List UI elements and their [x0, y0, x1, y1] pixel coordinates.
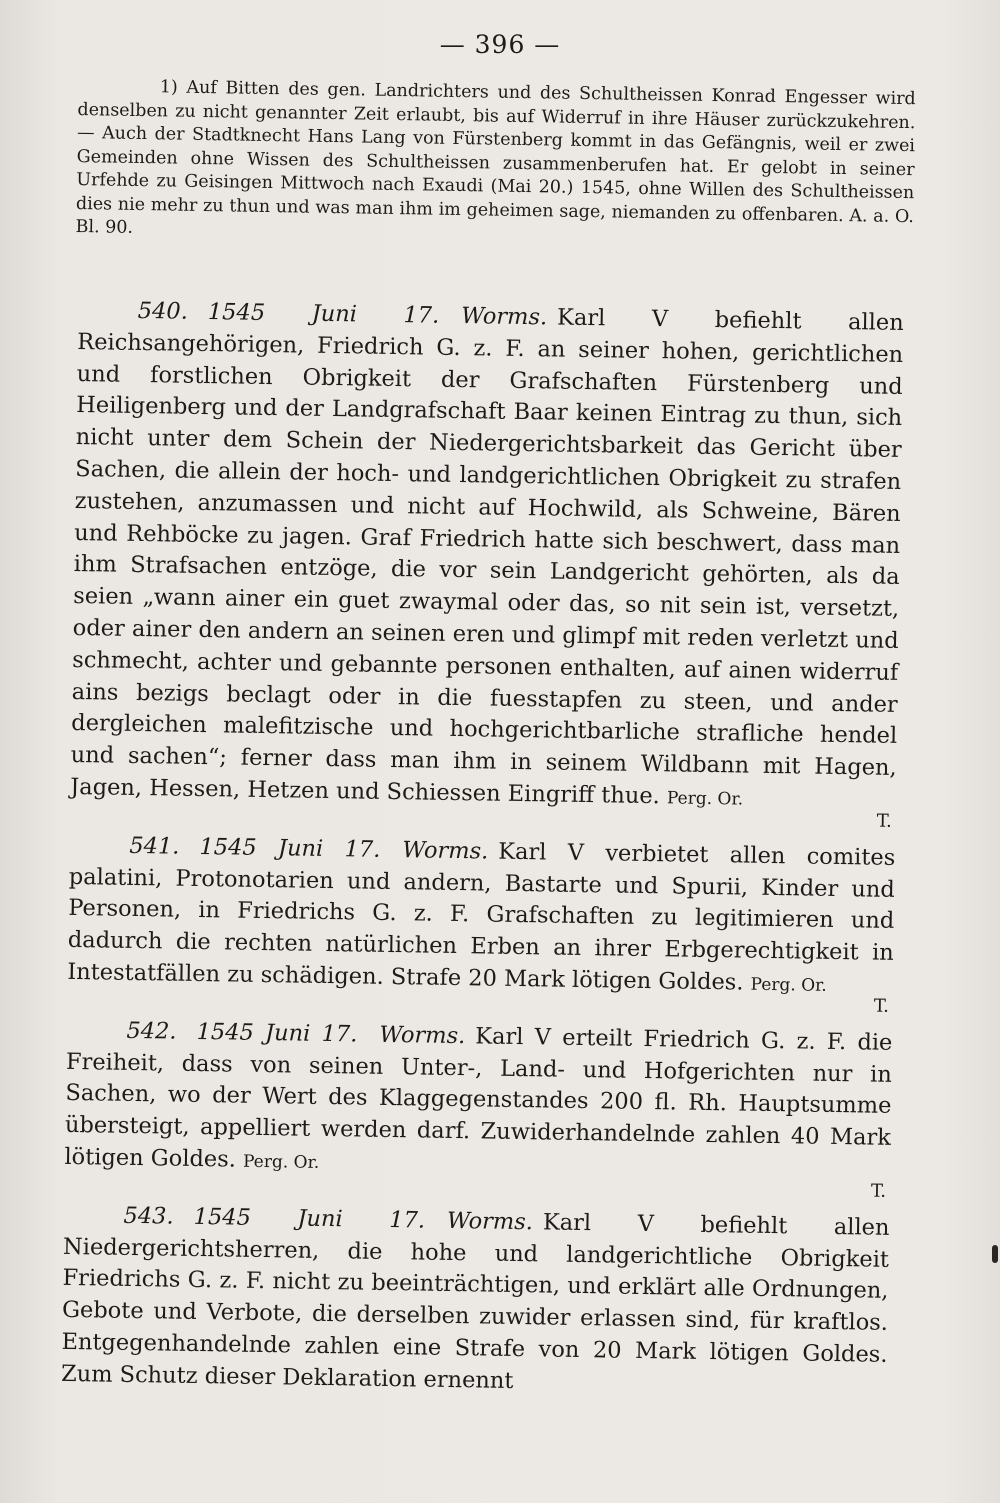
entry-date: 1545 Juni 17. — [196, 1018, 358, 1048]
entry-paragraph — [61, 1200, 890, 1404]
entry-date: 1545 Juni 17. — [193, 1203, 426, 1234]
entry-number: 540. — [137, 297, 189, 325]
entry-place: Worms. — [461, 303, 548, 331]
entry-signature: T. — [870, 1180, 887, 1202]
entry-text: Karl V verbietet allen comites palatini, Protonotarien und andern, Bastarte und Spurii, Kinder und Personen, in Friedrichs G. z. F. Grafschaften zu legitimieren und dadurch die rechten natürlichen Erben an ihrer Erbgerechtigkeit in Intestatfällen zu schädigen. Strafe 20 Mark lötigen Goldes. — [67, 838, 896, 996]
footnote-text: 1) Auf Bitten des gen. Landrichters und des Schultheissen Konrad Engesser wird denselben zu nicht genannter Zeit erlaubt, bis auf Widerruf in ihre Häuser zurückzukehren. — Auch der Stadtknecht Hans Lang von Fürstenberg kommt in das Gefängnis, weil er zwei Gemeinden ohne Wissen des Schultheissen zusammenberufen hat. Er gelobt in seiner Urfehde zu Geisingen Mittwoch nach Exaudi (Mai 20.) 1545, ohne Willen des Schultheissen dies nie mehr zu thun und was man ihm im geheimen sage, niemanden zu offenbaren. A. a. O. Bl. 90. — [75, 77, 916, 238]
entry-paragraph — [67, 830, 895, 1004]
entry-543 — [61, 1200, 890, 1404]
entry-date: 1545 Juni 17. — [207, 299, 440, 329]
entry-place: Worms. — [446, 1207, 534, 1235]
entry-date: 1545 Juni 17. — [199, 833, 381, 863]
entry-paragraph — [70, 295, 904, 819]
entry-text: Karl V erteilt Friedrich G. z. F. die Freiheit, dass von seinen Unter-, Land- und Hofgerichten nur in Sachen, wo der Wert des Klaggegenstandes 200 fl. Rh. Hauptsumme übersteigt, appelliert werden darf. Zuwiderhandelnde zahlen 40 Mark lötigen Goldes. — [64, 1023, 893, 1173]
footnote — [75, 75, 915, 253]
scan-artifact — [992, 1245, 998, 1263]
entry-signature: T. — [873, 995, 890, 1017]
entry-source: Perg. Or. — [666, 788, 744, 810]
entry-542 — [64, 1015, 893, 1203]
entry-signature: T. — [876, 810, 893, 832]
entry-text: Karl V befiehlt allen Reichsangehörigen, Friedrich G. z. F. an seiner hohen, gerichtlichen und forstlichen Obrigkeit der Grafschaften Fürstenberg und Heiligenberg und der Landgrafschaft Baar keinen Eintrag zu thun, sich nicht unter dem Schein der Niedergerichtsbarkeit das Gericht über Sachen, die allein der hoch- und landgerichtlichen Obrigkeit zu strafen zustehen, anzumassen und nicht auf Hochwild, als Schweine, Bären und Rehböcke zu jagen. Graf Friedrich hatte sich beschwert, dass man ihm Strafsachen entzöge, die vor sein Landgericht gehörten, als da seien „wann ainer ein guet zwaymal oder das, so nit sein ist, versetzt, oder ainer den andern an seinen eren und glimpf mit reden verletzt und schmecht, achter und gebannte personen enthalten, auf ainen widerruf ains bezigs beclagt oder in die fuesstapfen zu steen, und ander dergleichen malefitzische und hochgerichtbarliche strafliche hendel und sachen“; ferner dass man ihm in seinem Wildbann mit Hagen, Jagen, Hessen, Hetzen und Schiessen Eingriff thue. — [70, 304, 904, 810]
entry-place: Worms. — [379, 1021, 466, 1049]
entry-paragraph — [64, 1015, 892, 1189]
entry-source: Perg. Or. — [750, 974, 827, 996]
entry-source: Perg. Or. — [242, 1151, 320, 1173]
entries — [61, 295, 904, 1413]
entry-540 — [70, 295, 904, 833]
entry-number: 543. — [123, 1202, 174, 1230]
entry-place: Worms. — [402, 836, 489, 865]
entry-541 — [67, 830, 896, 1018]
entry-number: 541. — [129, 832, 180, 860]
entry-number: 542. — [126, 1017, 177, 1045]
entry-text: Karl V befiehlt allen Niedergerichtsherren, die hohe und landgerichtliche Obrigkeit Friedrichs G. z. F. nicht zu beeinträchtigen, und erklärt alle Ordnungen, Gebote und Verbote, die derselben zuwider erlassen sind, für kraftlos. Entgegenhandelnde zahlen eine Strafe von 20 Mark lötigen Goldes. Zum Schutz dieser Deklaration ernennt — [60, 1209, 890, 1394]
page-number: — 396 — — [439, 30, 561, 59]
